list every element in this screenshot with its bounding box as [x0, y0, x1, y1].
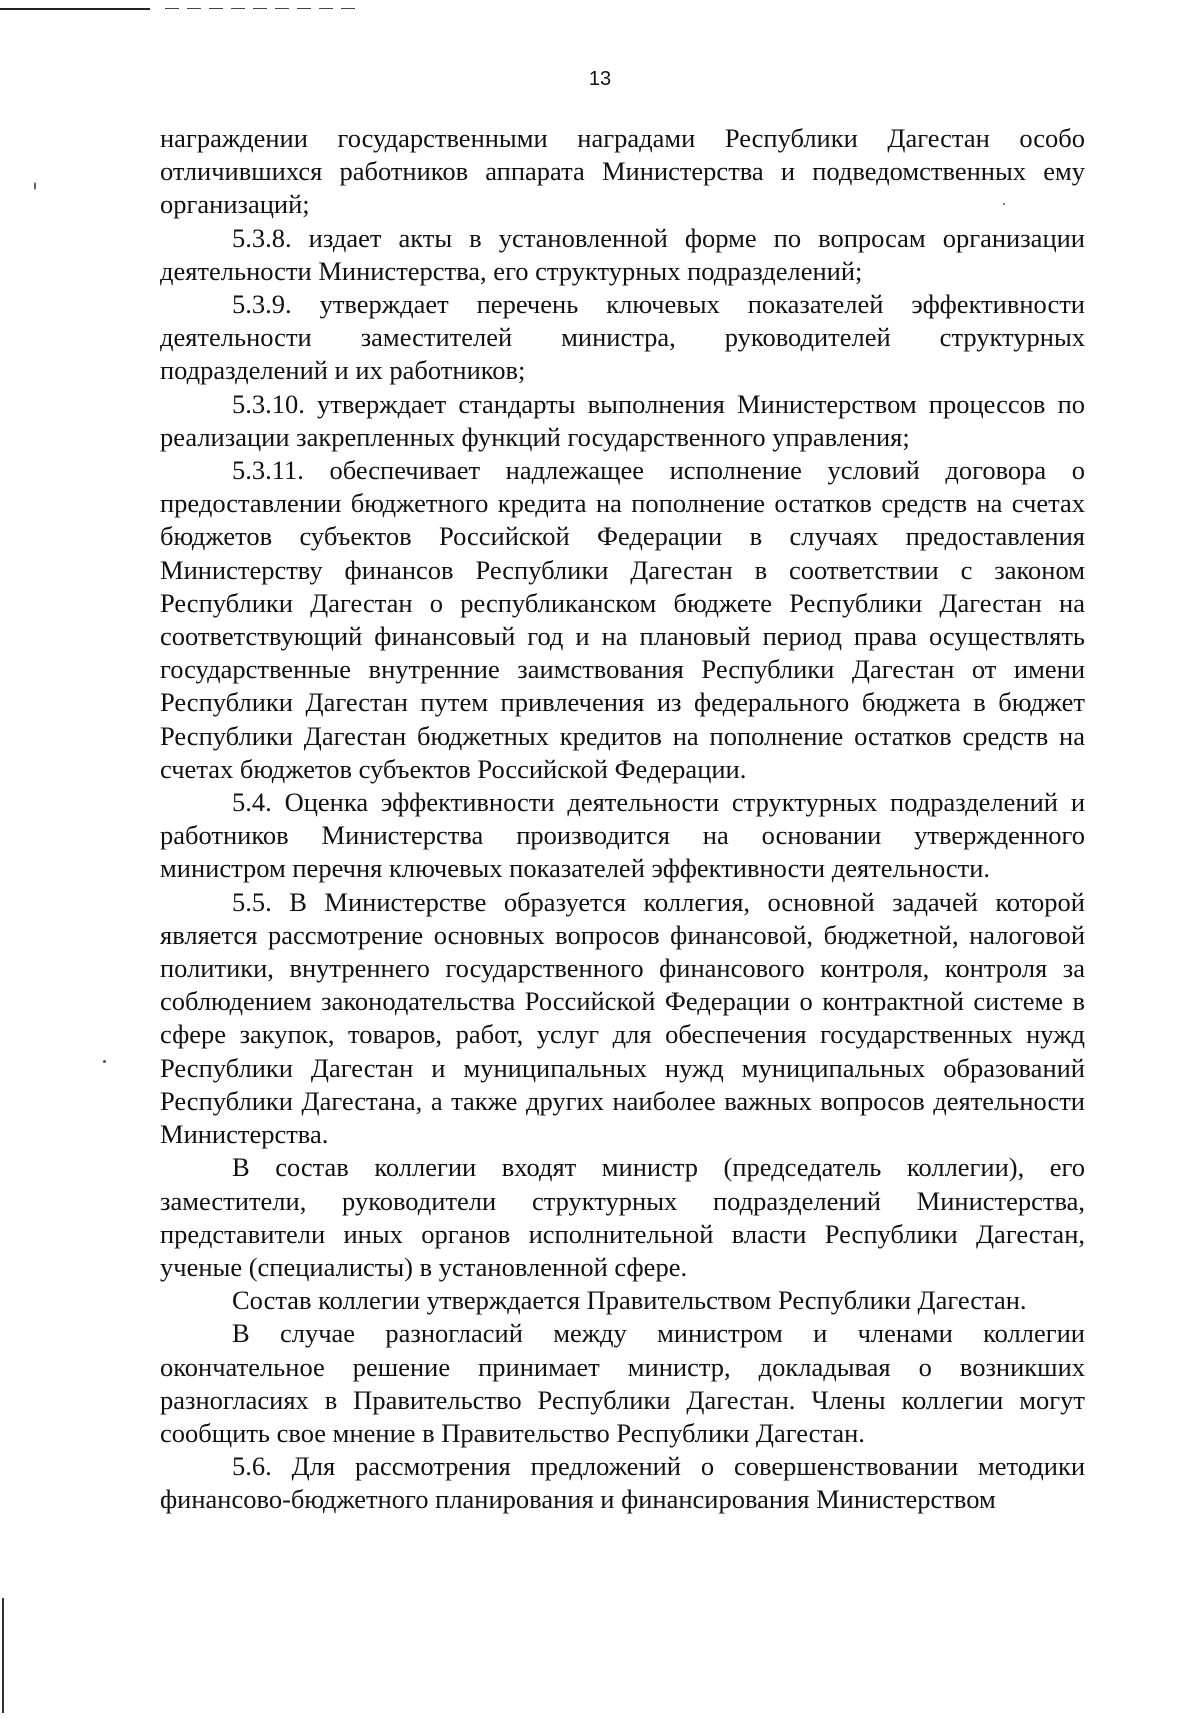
paragraph-collegium-approval: Состав коллегии утверждается Правительством Республики Дагестан.: [232, 1285, 1027, 1316]
paragraph-5-6: 5.6. Для рассмотрения предложений о совершенствовании методики финансово-бюджетного планирования и финансирования Министерством: [160, 1451, 1085, 1515]
paragraph-disagreements: В случае разногласий между министром и членами коллегии окончательное решение принимает министр, докладывая о возникших разногласиях в Правительство Республики Дагестан. Члены коллегии могут сообщить свое мнение в Правительство Республики Дагестан.: [160, 1318, 1085, 1448]
scan-speck: [103, 1060, 106, 1063]
paragraph-5-3-8: 5.3.8. издает акты в установленной форме по вопросам организации деятельности Министерства, его структурных подразделений;: [160, 222, 1085, 286]
paragraph-5-5: 5.5. В Министерстве образуется коллегия, основной задачей которой является рассмотрение основных вопросов финансовой, бюджетной, налоговой политики, внутреннего государственного финансового контроля, контроля за соблюдением законодательства Российской Федерации о контрактной системе в сфере закупок, товаров, работ, услуг для обеспечения государственных нужд Республики Дагестан и муниципальных нужд муниципальных образований Республики Дагестана, а также других наиболее важных вопросов деятельности Министерства.: [160, 886, 1085, 1150]
paragraph-collegium-composition: В состав коллегии входят министр (председатель коллегии), его заместители, руководители структурных подразделений Министерства, представители иных органов исполнительной власти Республики Дагестан, ученые (специалисты) в установленной сфере.: [160, 1152, 1085, 1282]
page-number: 13: [588, 68, 612, 90]
paragraph-5-3-11: 5.3.11. обеспечивает надлежащее исполнение условий договора о предоставлении бюджетного кредита на пополнение остатков средств на счетах бюджетов субъектов Российской Федерации в случаях предоставления Министерству финансов Республики Дагестан в соответствии с законом Республики Дагестан о республиканском бюджете Республики Дагестан на соответствующий финансовый год и на плановый период права осуществлять государственные внутренние заимствования Республики Дагестан от имени Республики Дагестан путем привлечения из федерального бюджета в бюджет Республики Дагестан бюджетных кредитов на пополнение остатков средств на счетах бюджетов субъектов Российской Федерации.: [160, 455, 1085, 784]
document-body: [160, 122, 1085, 1517]
paragraph-5-3-10: 5.3.10. утверждает стандарты выполнения Министерством процессов по реализации закрепленных функций государственного управления;: [160, 388, 1085, 452]
scan-artifact-left-line: [2, 1598, 4, 1713]
scan-speck: [34, 182, 36, 190]
scan-artifact-top-line: [0, 8, 150, 10]
scan-artifact-top-dashes: [165, 8, 355, 9]
paragraph-5-3-9: 5.3.9. утверждает перечень ключевых показателей эффективности деятельности заместителей министра, руководителей структурных подразделений и их работников;: [160, 289, 1085, 386]
paragraph-continuation: награждении государственными наградами Республики Дагестан особо отличившихся работников аппарата Министерства и подведомственных ему организаций;: [160, 123, 1085, 220]
paragraph-5-4: 5.4. Оценка эффективности деятельности структурных подразделений и работников Министерства производится на основании утвержденного министром перечня ключевых показателей эффективности деятельности.: [160, 787, 1085, 884]
